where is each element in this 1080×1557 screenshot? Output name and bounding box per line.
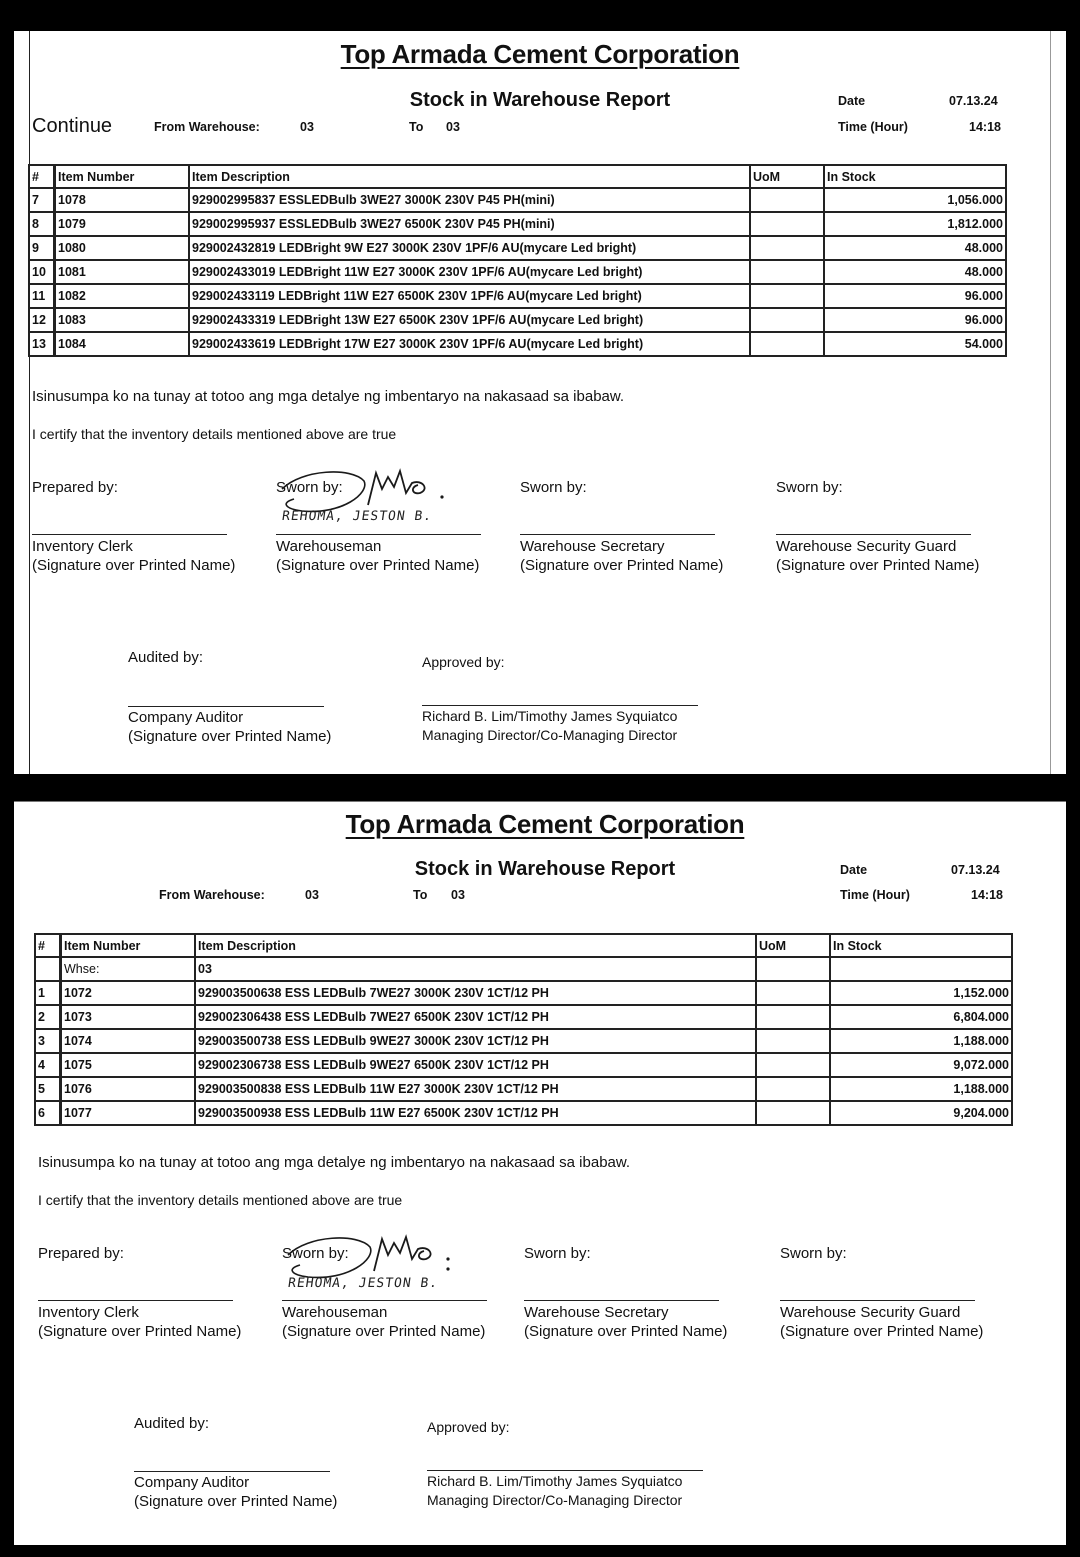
signatory-role-block <box>524 1303 727 1341</box>
signature-line <box>780 1300 975 1301</box>
cell-item-description: 929002433119 LEDBright 11W E27 6500K 230V 1PF/6 AU(mycare Led bright) <box>189 284 750 308</box>
cell-item-number: 1084 <box>55 332 190 356</box>
approver-titles: Managing Director/Co-Managing Director <box>427 1492 683 1508</box>
signatory-role-block <box>776 537 979 575</box>
signatory-heading: Prepared by: <box>32 479 118 496</box>
signature-line <box>282 1300 487 1301</box>
signature-line <box>134 1471 330 1472</box>
audited-role-block <box>134 1473 337 1511</box>
cell-index: 5 <box>35 1077 61 1101</box>
signatory-note: (Signature over Printed Name) <box>32 557 236 574</box>
signature-line <box>520 534 715 535</box>
signature-line <box>427 1470 703 1471</box>
signatory-heading: Sworn by: <box>524 1245 591 1262</box>
oath-tagalog: Isinusumpa ko na tunay at totoo ang mga detalye ng imbentaryo na nakasaad sa ibabaw. <box>38 1154 631 1171</box>
column-header-in-stock: In Stock <box>824 165 1006 188</box>
column-header-uom: UoM <box>756 934 830 957</box>
cell-uom <box>750 212 824 236</box>
cell-uom <box>756 957 830 981</box>
signatory-role: Warehouseman <box>282 1304 388 1321</box>
cell-item-description: 929002433319 LEDBright 13W E27 6500K 230V 1PF/6 AU(mycare Led bright) <box>189 308 750 332</box>
page-top-border <box>14 801 1066 802</box>
signatory-role-block <box>780 1303 983 1341</box>
table-row <box>29 308 1006 332</box>
cell-in-stock: 54.000 <box>824 332 1006 356</box>
column-header-in-stock: In Stock <box>830 934 1012 957</box>
cell-uom <box>756 1101 830 1125</box>
cell-index: 6 <box>35 1101 61 1125</box>
table-row <box>29 284 1006 308</box>
cell-item-number: 1077 <box>61 1101 196 1125</box>
signatory-note: (Signature over Printed Name) <box>776 557 980 574</box>
warehouse-row <box>35 957 1012 981</box>
report-page-2 <box>14 801 1066 1545</box>
cell-in-stock <box>830 957 1012 981</box>
cell-uom <box>750 236 824 260</box>
time-label: Time (Hour) <box>838 120 908 134</box>
approved-names-block <box>427 1472 682 1510</box>
cell-index: 12 <box>29 308 55 332</box>
cell-index <box>35 957 61 981</box>
signatory-prepared-by <box>38 1244 124 1263</box>
table-row <box>29 260 1006 284</box>
table-row <box>29 188 1006 212</box>
cell-in-stock: 9,072.000 <box>830 1053 1012 1077</box>
signatory-heading: Sworn by: <box>780 1245 847 1262</box>
audited-by <box>128 648 203 667</box>
table-row <box>29 212 1006 236</box>
audited-role: Company Auditor <box>134 1474 250 1491</box>
oath-tagalog: Isinusumpa ko na tunay at totoo ang mga detalye ng imbentaryo na nakasaad sa ibabaw. <box>32 388 625 405</box>
signature-line <box>524 1300 719 1301</box>
cell-in-stock: 48.000 <box>824 236 1006 260</box>
continue-label: Continue <box>32 115 113 137</box>
cell-whse-label: Whse: <box>61 957 196 981</box>
cell-in-stock: 1,812.000 <box>824 212 1006 236</box>
cell-in-stock: 6,804.000 <box>830 1005 1012 1029</box>
cell-in-stock: 1,056.000 <box>824 188 1006 212</box>
table-row <box>35 1077 1012 1101</box>
cell-uom <box>750 332 824 356</box>
signatory-sworn-by-secretary <box>524 1244 591 1263</box>
table-header-row <box>35 934 1012 957</box>
cell-index: 7 <box>29 188 55 212</box>
column-header-item-number: Item Number <box>61 934 196 957</box>
audited-by <box>134 1414 209 1433</box>
audited-role-block <box>128 708 331 746</box>
cell-uom <box>756 1053 830 1077</box>
cell-item-number: 1073 <box>61 1005 196 1029</box>
to-warehouse-value: 03 <box>446 120 460 134</box>
cell-item-number: 1083 <box>55 308 190 332</box>
cell-index: 3 <box>35 1029 61 1053</box>
cell-index: 9 <box>29 236 55 260</box>
cell-uom <box>750 188 824 212</box>
approved-heading: Approved by: <box>422 654 505 670</box>
cell-item-number: 1078 <box>55 188 190 212</box>
cell-uom <box>756 981 830 1005</box>
cell-item-number: 1075 <box>61 1053 196 1077</box>
signatory-role-block <box>32 537 235 575</box>
cell-in-stock: 1,152.000 <box>830 981 1012 1005</box>
column-header-uom: UoM <box>750 165 824 188</box>
cell-uom <box>756 1029 830 1053</box>
cell-uom <box>750 260 824 284</box>
signatory-heading: Sworn by: <box>276 479 343 496</box>
signatory-note: (Signature over Printed Name) <box>276 557 480 574</box>
signature-line <box>276 534 481 535</box>
signatory-prepared-by <box>32 478 118 497</box>
column-header-index: # <box>29 165 55 188</box>
audited-note: (Signature over Printed Name) <box>134 1493 338 1510</box>
oath-english: I certify that the inventory details mentioned above are true <box>38 1192 403 1208</box>
cell-index: 4 <box>35 1053 61 1077</box>
signatory-role: Warehouseman <box>276 538 382 555</box>
stock-table <box>34 933 1013 1126</box>
page-margin-line <box>1050 31 1051 774</box>
approved-by <box>427 1418 510 1437</box>
signatory-sworn-by-secretary <box>520 478 587 497</box>
oath-english: I certify that the inventory details mentioned above are true <box>32 426 397 442</box>
from-warehouse-label: From Warehouse: <box>154 120 260 134</box>
column-header-index: # <box>35 934 61 957</box>
from-warehouse-label: From Warehouse: <box>159 888 265 902</box>
cell-item-description: 929002995837 ESSLEDBulb 3WE27 3000K 230V P45 PH(mini) <box>189 188 750 212</box>
signature-line <box>32 534 227 535</box>
cell-uom <box>750 284 824 308</box>
table-row <box>35 981 1012 1005</box>
handwritten-signature-icon <box>272 463 472 535</box>
table-row <box>35 1101 1012 1125</box>
cell-index: 10 <box>29 260 55 284</box>
cell-uom <box>756 1005 830 1029</box>
signatory-role-block <box>282 1303 485 1341</box>
cell-item-description: 929002432819 LEDBright 9W E27 3000K 230V 1PF/6 AU(mycare Led bright) <box>189 236 750 260</box>
date-value: 07.13.24 <box>949 94 998 108</box>
time-value: 14:18 <box>969 120 1001 134</box>
signatory-role: Warehouse Security Guard <box>776 538 957 555</box>
cell-item-description: 929003500838 ESS LEDBulb 11W E27 3000K 230V 1CT/12 PH <box>195 1077 756 1101</box>
cell-index: 13 <box>29 332 55 356</box>
table-row <box>35 1053 1012 1077</box>
to-label: To <box>409 120 424 134</box>
time-value: 14:18 <box>971 888 1003 902</box>
from-warehouse-value: 03 <box>305 888 319 902</box>
signatory-role-block <box>520 537 723 575</box>
audited-note: (Signature over Printed Name) <box>128 728 332 745</box>
signatory-note: (Signature over Printed Name) <box>38 1323 242 1340</box>
table-row <box>35 1005 1012 1029</box>
handwritten-name: REHOMA, JESTON B. <box>286 1276 440 1291</box>
cell-index: 8 <box>29 212 55 236</box>
approver-names: Richard B. Lim/Timothy James Syquiatco <box>427 1473 683 1489</box>
audited-heading: Audited by: <box>128 649 204 666</box>
approver-names: Richard B. Lim/Timothy James Syquiatco <box>422 708 678 724</box>
cell-in-stock: 96.000 <box>824 308 1006 332</box>
signatory-heading: Sworn by: <box>776 479 843 496</box>
from-warehouse-value: 03 <box>300 120 314 134</box>
signatory-heading: Sworn by: <box>520 479 587 496</box>
signatory-role: Warehouse Secretary <box>524 1304 669 1321</box>
report-title: Stock in Warehouse Report <box>409 89 671 111</box>
signatory-role: Inventory Clerk <box>32 538 133 555</box>
approver-titles: Managing Director/Co-Managing Director <box>422 727 678 743</box>
signatory-role: Warehouse Secretary <box>520 538 665 555</box>
signatory-role: Warehouse Security Guard <box>780 1304 961 1321</box>
company-name: Top Armada Cement Corporation <box>345 809 745 839</box>
cell-item-number: 1074 <box>61 1029 196 1053</box>
to-label: To <box>413 888 428 902</box>
signature-line <box>38 1300 233 1301</box>
cell-item-description: 929002433619 LEDBright 17W E27 3000K 230V 1PF/6 AU(mycare Led bright) <box>189 332 750 356</box>
cell-item-description: 929002306738 ESS LEDBulb 9WE27 6500K 230V 1CT/12 PH <box>195 1053 756 1077</box>
report-title: Stock in Warehouse Report <box>414 858 676 880</box>
cell-item-description: 929002995937 ESSLEDBulb 3WE27 6500K 230V P45 PH(mini) <box>189 212 750 236</box>
cell-item-description: 929002306438 ESS LEDBulb 7WE27 6500K 230V 1CT/12 PH <box>195 1005 756 1029</box>
page-margin-line <box>29 31 30 774</box>
cell-item-description: 929002433019 LEDBright 11W E27 3000K 230V 1PF/6 AU(mycare Led bright) <box>189 260 750 284</box>
cell-item-description: 929003500638 ESS LEDBulb 7WE27 3000K 230V 1CT/12 PH <box>195 981 756 1005</box>
column-header-item-description: Item Description <box>195 934 756 957</box>
cell-item-number: 1080 <box>55 236 190 260</box>
signatory-sworn-by-security-guard <box>776 478 843 497</box>
audited-role: Company Auditor <box>128 709 244 726</box>
cell-item-description: 929003500938 ESS LEDBulb 11W E27 6500K 230V 1CT/12 PH <box>195 1101 756 1125</box>
cell-item-number: 1082 <box>55 284 190 308</box>
signatory-heading: Prepared by: <box>38 1245 124 1262</box>
signatory-role-block <box>276 537 479 575</box>
column-header-item-number: Item Number <box>55 165 190 188</box>
date-value: 07.13.24 <box>951 863 1000 877</box>
time-label: Time (Hour) <box>840 888 910 902</box>
signature-line <box>128 706 324 707</box>
signatory-role-block <box>38 1303 241 1341</box>
approved-by <box>422 653 505 672</box>
signatory-note: (Signature over Printed Name) <box>520 557 724 574</box>
signatory-sworn-by-security-guard <box>780 1244 847 1263</box>
cell-item-number: 1079 <box>55 212 190 236</box>
cell-uom <box>750 308 824 332</box>
signatory-heading: Sworn by: <box>282 1245 349 1262</box>
cell-item-description: 929003500738 ESS LEDBulb 9WE27 3000K 230V 1CT/12 PH <box>195 1029 756 1053</box>
cell-index: 11 <box>29 284 55 308</box>
stock-table <box>28 164 1007 357</box>
date-label: Date <box>840 863 868 877</box>
cell-in-stock: 1,188.000 <box>830 1077 1012 1101</box>
signatory-note: (Signature over Printed Name) <box>282 1323 486 1340</box>
signatory-note: (Signature over Printed Name) <box>524 1323 728 1340</box>
column-header-item-description: Item Description <box>189 165 750 188</box>
cell-in-stock: 9,204.000 <box>830 1101 1012 1125</box>
cell-item-number: 1072 <box>61 981 196 1005</box>
table-header-row <box>29 165 1006 188</box>
cell-in-stock: 96.000 <box>824 284 1006 308</box>
cell-index: 1 <box>35 981 61 1005</box>
signature-line <box>776 534 971 535</box>
cell-in-stock: 48.000 <box>824 260 1006 284</box>
signature-line <box>422 705 698 706</box>
table-row <box>29 332 1006 356</box>
approved-heading: Approved by: <box>427 1419 510 1435</box>
table-row <box>35 1029 1012 1053</box>
handwritten-name: REHOMA, JESTON B. <box>280 509 434 524</box>
signatory-role: Inventory Clerk <box>38 1304 139 1321</box>
table-row <box>29 236 1006 260</box>
signatory-note: (Signature over Printed Name) <box>780 1323 984 1340</box>
audited-heading: Audited by: <box>134 1415 210 1432</box>
to-warehouse-value: 03 <box>451 888 465 902</box>
cell-item-number: 1081 <box>55 260 190 284</box>
date-label: Date <box>838 94 866 108</box>
report-page-1 <box>14 31 1066 774</box>
cell-whse-value: 03 <box>195 957 756 981</box>
cell-item-number: 1076 <box>61 1077 196 1101</box>
cell-uom <box>756 1077 830 1101</box>
approved-names-block <box>422 707 677 745</box>
company-name: Top Armada Cement Corporation <box>340 39 740 69</box>
cell-index: 2 <box>35 1005 61 1029</box>
cell-in-stock: 1,188.000 <box>830 1029 1012 1053</box>
